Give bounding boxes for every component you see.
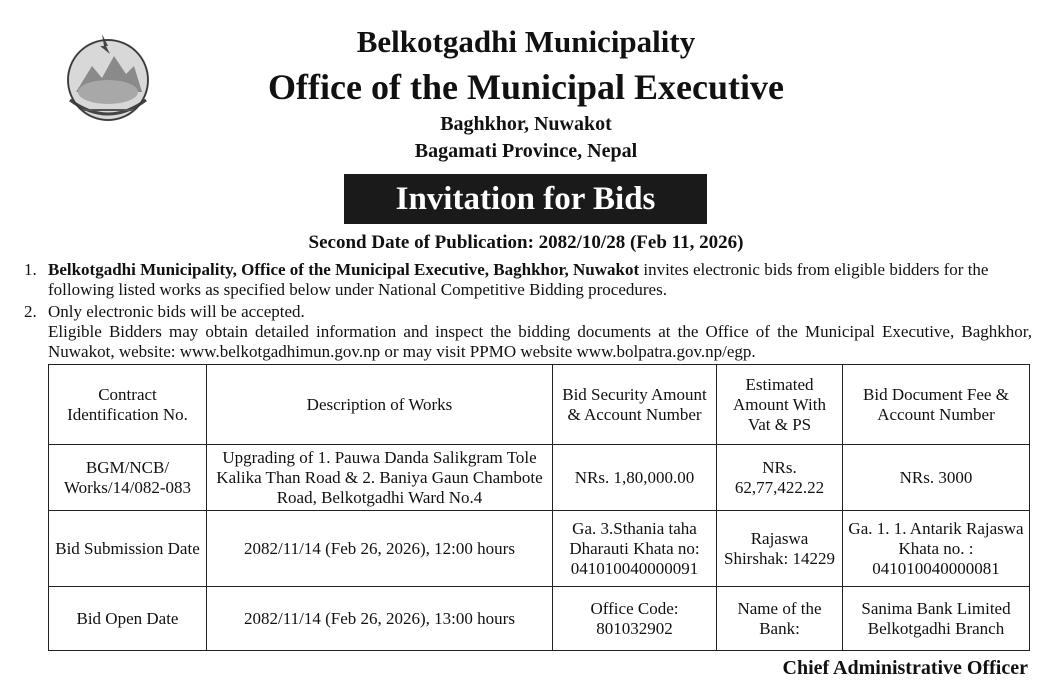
paragraph-1 [24, 260, 1032, 300]
table-header-cell: Estimated Amount With Vat & PS [717, 365, 843, 445]
table-cell: 2082/11/14 (Feb 26, 2026), 12:00 hours [207, 511, 553, 587]
table-cell: Ga. 1. 1. Antarik Rajaswa Khata no. : 041010040000081 [843, 511, 1030, 587]
table-cell: Bid Submission Date [49, 511, 207, 587]
paragraph-text [48, 260, 1032, 300]
paragraph-number: 1. [24, 260, 37, 279]
table-cell: Office Code: 801032902 [553, 587, 717, 651]
paragraph-bold-text: Belkotgadhi Municipality, Office of the Municipal Executive, Baghkhor, Nuwakot [48, 260, 640, 279]
table-header-cell: Bid Security Amount & Account Number [553, 365, 717, 445]
signatory: Chief Administrative Officer [782, 657, 1028, 679]
table-header-cell: Description of Works [207, 365, 553, 445]
table-row [49, 511, 1030, 587]
table-cell: NRs. 3000 [843, 445, 1030, 511]
table-cell: Bid Open Date [49, 587, 207, 651]
table-cell: Sanima Bank Limited Belkotgadhi Branch [843, 587, 1030, 651]
paragraph-rest-text: invites electronic bids from eligible bidders for the following listed works as specified below under National Competitive Bidding procedures. [48, 260, 989, 299]
office-name: Office of the Municipal Executive [268, 67, 784, 107]
table-header-cell: Bid Document Fee & Account Number [843, 365, 1030, 445]
table-row [49, 445, 1030, 511]
table-row [49, 587, 1030, 651]
paragraph-3 [24, 322, 1032, 362]
notice-title-banner: Invitation for Bids [344, 174, 707, 224]
table-header-row [49, 365, 1030, 445]
paragraph-text: Only electronic bids will be accepted. [48, 302, 305, 321]
table-cell: NRs. 1,80,000.00 [553, 445, 717, 511]
table-cell: Ga. 3.Sthania taha Dharauti Khata no: 041010040000091 [553, 511, 717, 587]
table-cell: Rajaswa Shirshak: 14229 [717, 511, 843, 587]
address-line-2: Bagamati Province, Nepal [414, 140, 638, 162]
table-cell: BGM/NCB/ Works/14/082-083 [49, 445, 207, 511]
table-cell: Name of the Bank: [717, 587, 843, 651]
paragraph-text: Eligible Bidders may obtain detailed information and inspect the bidding documents at the Office of the Municipal Executive, Baghkhor, Nuwakot, website: www.belkotgadhimun.gov.np or may visit PPMO website www.bolpatra.gov.np/egp. [48, 322, 1032, 361]
paragraph-number: 2. [24, 302, 37, 321]
org-name: Belkotgadhi Municipality [356, 24, 696, 59]
bids-table [48, 364, 1030, 651]
table-cell: Upgrading of 1. Pauwa Danda Salikgram Tole Kalika Than Road & 2. Baniya Gaun Chambote Road, Belkotgadhi Ward No.4 [207, 445, 553, 511]
publication-date: Second Date of Publication: 2082/10/28 (Feb 11, 2026) [308, 232, 744, 253]
table-header-cell: Contract Identification No. [49, 365, 207, 445]
table-cell: NRs. 62,77,422.22 [717, 445, 843, 511]
address-line-1: Baghkhor, Nuwakot [440, 113, 612, 135]
table-cell: 2082/11/14 (Feb 26, 2026), 13:00 hours [207, 587, 553, 651]
paragraph-2 [24, 302, 1032, 322]
